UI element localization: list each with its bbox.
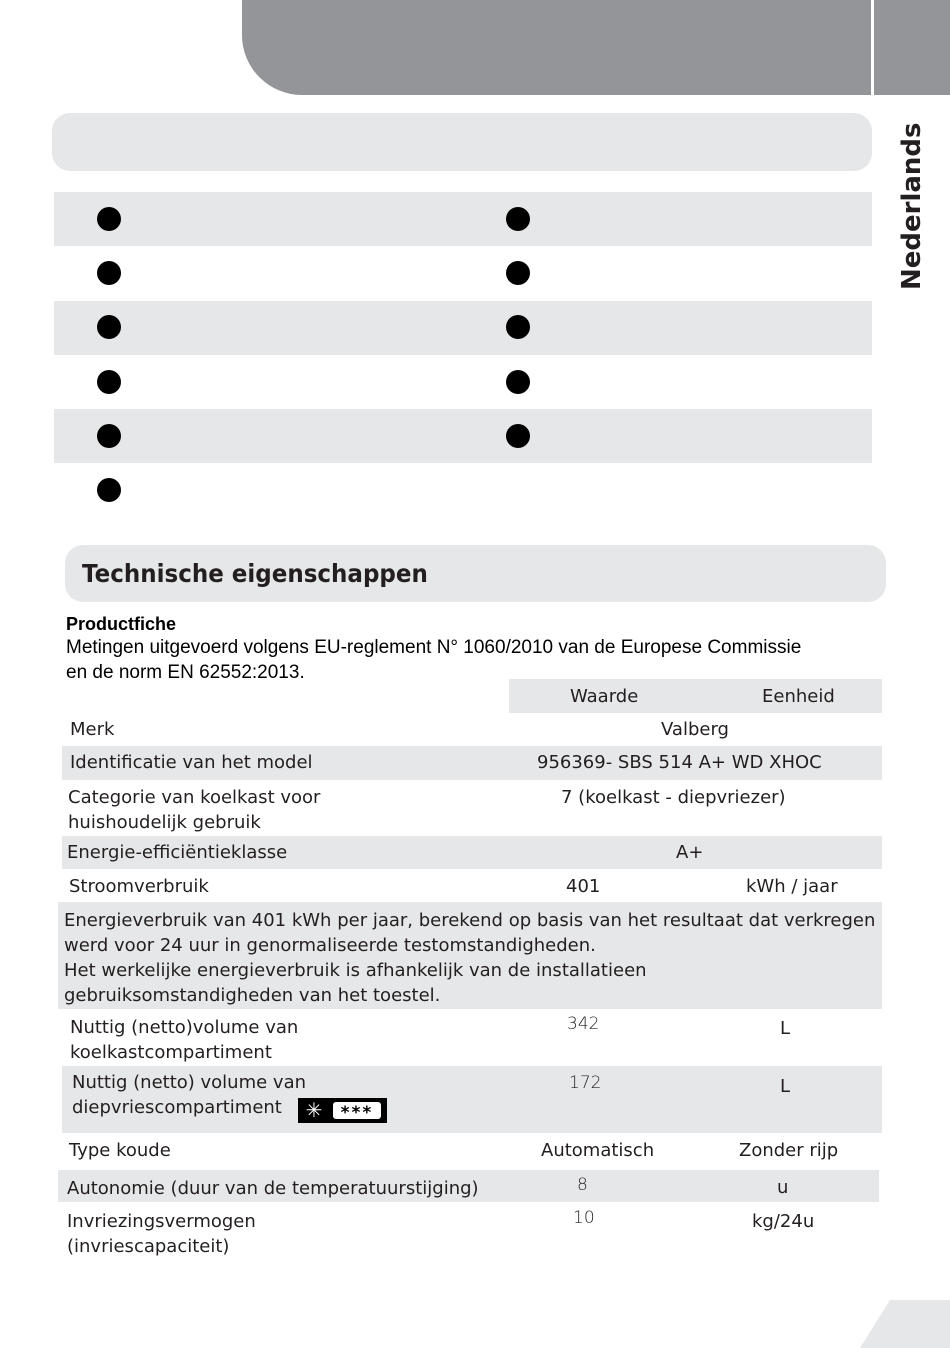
row-value-model: 956369- SBS 514 A+ WD XHOC	[537, 752, 822, 773]
star-rating-box: ***	[333, 1102, 381, 1119]
row-value-autonomy: 8	[577, 1175, 588, 1195]
note-line: gebruiksomstandigheden van het toestel.	[64, 985, 441, 1006]
bullet-dot	[97, 370, 121, 394]
row-label-consumption: Stroomverbruik	[69, 876, 209, 897]
bullet-dot	[506, 424, 530, 448]
grid-band	[54, 409, 872, 463]
row-label-merk: Merk	[70, 719, 115, 740]
intro-line: en de norm EN 62552:2013.	[66, 662, 305, 683]
row-unit-consumption: kWh / jaar	[746, 876, 838, 897]
intro-line: Metingen uitgevoerd volgens EU-reglement N° 1060/2010 van de Europese Commissie	[66, 637, 802, 658]
row-value-fridge-volume: 342	[567, 1014, 600, 1034]
grid-band	[54, 192, 872, 246]
row-label-model: Identificatie van het model	[70, 752, 313, 773]
row-value-consumption: 401	[566, 876, 601, 897]
bullet-dot	[97, 207, 121, 231]
intro-heading: Productfiche	[66, 614, 177, 634]
header-unit: Eenheid	[762, 686, 835, 707]
row-label-freezing: (invriescapaciteit)	[67, 1236, 230, 1257]
row-value-freezer-volume: 172	[569, 1073, 602, 1093]
page-corner-tab	[860, 1300, 950, 1348]
note-line: werd voor 24 uur in genormaliseerde testomstandigheden.	[64, 935, 596, 956]
language-tab-label: Nederlands	[897, 122, 927, 290]
row-unit-fridge-volume: L	[780, 1018, 791, 1039]
row-value-cold-type: Automatisch	[541, 1140, 655, 1161]
blank-title-banner	[52, 113, 872, 171]
bullet-dot	[97, 478, 121, 502]
row-unit-autonomy: u	[777, 1177, 789, 1198]
bullet-dot	[97, 315, 121, 339]
row-value-freezing: 10	[573, 1208, 595, 1228]
row-unit-freezer-volume: L	[780, 1076, 791, 1097]
row-label-autonomy: Autonomie (duur van de temperatuurstijging)	[67, 1178, 479, 1199]
bullet-dot	[506, 261, 530, 285]
header-tab	[874, 0, 950, 95]
row-label-fridge-volume: koelkastcompartiment	[70, 1042, 272, 1063]
bullet-dot	[506, 370, 530, 394]
grid-band	[54, 301, 872, 355]
note-line: Energieverbruik van 401 kWh per jaar, berekend op basis van het resultaat dat verkregen	[64, 910, 876, 931]
row-label-energy-class: Energie-efficiëntieklasse	[67, 842, 288, 863]
header-banner	[242, 0, 871, 95]
snowflake-icon: ✳	[305, 1098, 323, 1122]
row-label-cold-type: Type koude	[69, 1140, 171, 1161]
row-label-freezer-volume: diepvriescompartiment	[72, 1097, 282, 1118]
row-value-category: 7 (koelkast - diepvriezer)	[561, 787, 786, 808]
row-unit-freezing: kg/24u	[752, 1211, 815, 1232]
bullet-dot	[506, 207, 530, 231]
row-label-fridge-volume: Nuttig (netto)volume van	[70, 1017, 299, 1038]
row-label-category: huishoudelijk gebruik	[68, 812, 261, 833]
section-title: Technische eigenschappen	[82, 559, 428, 588]
row-label-freezer-volume: Nuttig (netto) volume van	[72, 1072, 307, 1093]
row-label-freezing: Invriezingsvermogen	[67, 1211, 256, 1232]
section-banner	[65, 545, 886, 602]
bullet-dot	[97, 424, 121, 448]
note-line: Het werkelijke energieverbruik is afhankelijk van de installatieen	[64, 960, 647, 981]
bullet-dot	[506, 315, 530, 339]
row-label-category: Categorie van koelkast voor	[68, 787, 321, 808]
header-value: Waarde	[570, 686, 639, 707]
row-value-merk: Valberg	[661, 719, 729, 740]
freezer-star-icon	[298, 1098, 387, 1123]
row-unit-cold-type: Zonder rijp	[739, 1140, 839, 1161]
row-value-energy-class: A+	[676, 842, 704, 863]
bullet-dot	[97, 261, 121, 285]
